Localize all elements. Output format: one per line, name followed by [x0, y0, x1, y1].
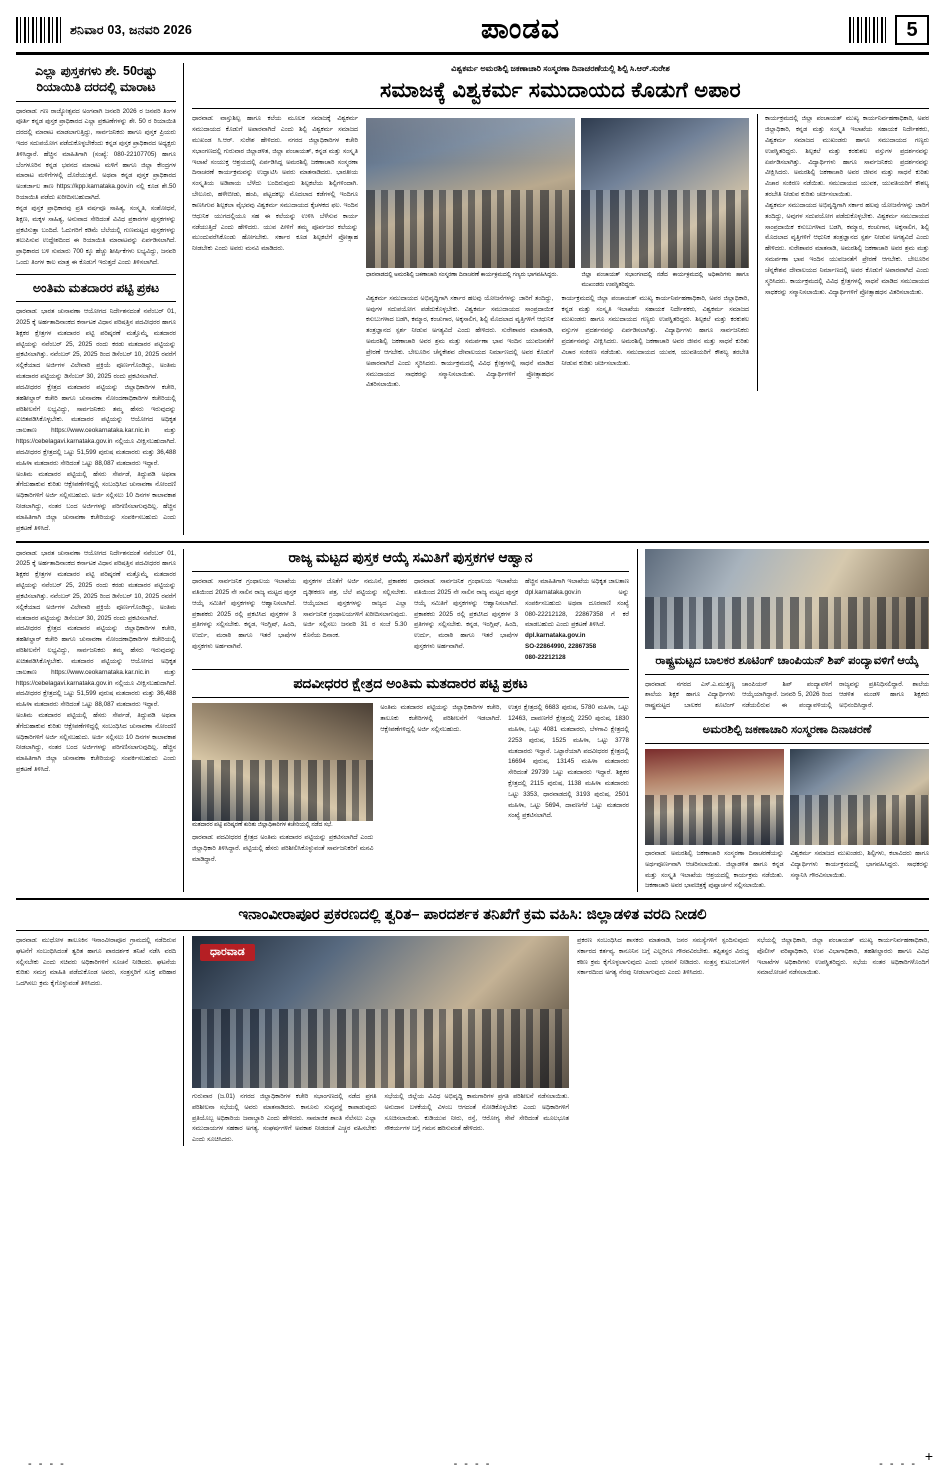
book-contact-phone-2: 080-22212128 [525, 653, 566, 661]
book-text-4: ಹೆಚ್ಚಿನ ಮಾಹಿತಿಗಾಗಿ ಇಲಾಖೆಯ ಅಧಿಕೃತ ಜಾಲತಾಣ dpl.karnataka.gov.in ಅನ್ನು ಸಂಪರ್ಕಿಸಬಹುದು ಅಥವಾ ದೂರವಾಣಿ ಸಂಖ್ಯೆ 080-22212128, 22867358 ಗೆ ಕರೆ ಮಾಡಬಹುದು ಎಂದು ಪ್ರಕಟಣೆ ತಿಳಿಸಿದೆ. [525, 578, 629, 629]
bottom-photo [192, 936, 569, 1088]
middle-left-text-3: ಅಂತಿಮ ಮತದಾರರ ಪಟ್ಟಿಯಲ್ಲಿ ಹೆಸರು ಸೇರ್ಪಡೆ, ತಿದ್ದುಪಡಿ ಅಥವಾ ತೆಗೆದುಹಾಕುವ ಕುರಿತು ಆಕ್ಷೇಪಣೆಗಳಿದ್ದಲ್ಲಿ ಸಂಬಂಧಿಸಿದ ಚುನಾವಣಾ ನೋಂದಣಿ ಅಧಿಕಾರಿಗಳಿಗೆ ಅರ್ಜಿ ಸಲ್ಲಿಸಬಹುದು. ಅರ್ಜಿ ಸಲ್ಲಿಸಲು 10 ದಿನಗಳ ಕಾಲಾವಕಾಶ ನೀಡಲಾಗಿದ್ದು, ನಂತರ ಬಂದ ಅರ್ಜಿಗಳನ್ನು ಪರಿಗಣಿಸಲಾಗುವುದಿಲ್ಲ. ಹೆಚ್ಚಿನ ಮಾಹಿತಿಗಾಗಿ ಜಿಲ್ಲಾ ಚುನಾವಣಾ ಕಚೇರಿಯನ್ನು ಸಂಪರ್ಕಿಸಬಹುದು ಎಂದು ಪ್ರಕಟಣೆ ತಿಳಿಸಿದೆ. [16, 711, 176, 774]
left-body-3: ಧಾರವಾಡ: ಭಾರತ ಚುನಾವಣಾ ಆಯೋಗದ ನಿರ್ದೇಶನದಂತೆ ನವೆಂಬರ್ 01, 2025 ಕ್ಕೆ ಅರ್ಹತಾದಿನಾಂಕದ ಕರ್ನಾಟಕ ವಿಧಾನ ಪರಿಷತ್ತಿನ ಪದವೀಧರರ ಹಾಗೂ ಶಿಕ್ಷಕರ ಕ್ಷೇತ್ರಗಳ ಮತದಾರರ ಪಟ್ಟಿ ಪರಿಷ್ಕರಣೆ ಮತ್ತೊಮ್ಮೆ ಮತದಾರರ ಪಟ್ಟಿಯನ್ನು ನವೆಂಬರ್ 25, 2025 ರಂದು ಕರಡು ಮತದಾರರ ಪಟ್ಟಿಯನ್ನು ಪ್ರಕಟಿಸಲಾಗಿತ್ತು. ನವೆಂಬರ್ 25, 2025 ರಿಂದ ಡಿಸೆಂಬರ್ 10, 2025 ರವರೆಗೆ ಸಲ್ಲಿಕೆಯಾದ ಅರ್ಜಿಗಳ ವಿಲೇವಾರಿ ಪ್ರಕ್ರಿಯೆ ಪೂರ್ಣಗೊಂಡಿದ್ದು, ಅಂತಿಮ ಮತದಾರರ ಪಟ್ಟಿಯನ್ನು ಡಿಸೆಂಬರ್ 30, 2025 ರಂದು ಪ್ರಕಟಿಸಲಾಗಿದೆ. [16, 308, 176, 381]
divider [16, 930, 929, 931]
voter-text-3: ಉತ್ತರ ಕ್ಷೇತ್ರದಲ್ಲಿ 6683 ಪುರುಷ, 5780 ಮಹಿಳಾ, ಒಟ್ಟು 12463, ದಾವಣಗೆರೆ ಕ್ಷೇತ್ರದಲ್ಲಿ 2250 ಪುರುಷ, 1830 ಮಹಿಳಾ, ಒಟ್ಟು 4081 ಮತದಾರರು, ಬೆಳಗಾವಿ ಕ್ಷೇತ್ರದಲ್ಲಿ 2253 ಪುರುಷ, 1525 ಮಹಿಳಾ, ಒಟ್ಟು 3778 ಮತದಾರರು ಇದ್ದಾರೆ. ಒಟ್ಟಾರೆಯಾಗಿ ಪದವೀಧರರ ಕ್ಷೇತ್ರದಲ್ಲಿ 16694 ಪುರುಷ, 13145 ಮಹಿಳಾ ಮತದಾರರು ಸೇರಿದಂತೆ 29739 ಒಟ್ಟು ಮತದಾರರು ಇದ್ದಾರೆ. ಶಿಕ್ಷಕರ ಕ್ಷೇತ್ರದಲ್ಲಿ 2115 ಪುರುಷ, 1138 ಮಹಿಳಾ ಮತದಾರರು ಒಟ್ಟು 3353, ಧಾರವಾಡದಲ್ಲಿ 3193 ಪುರುಷ, 2501 ಮಹಿಳಾ, ಒಟ್ಟು 5694, ದಾವಣಗೆರೆ ಒಟ್ಟು ಮತದಾರರ ಸಂಖ್ಯೆ ಪ್ರಕಟಿಸಲಾಗಿದೆ. [508, 704, 629, 820]
top-section [16, 63, 929, 535]
divider [192, 669, 629, 670]
sculptor-text-2: ವಿಶ್ವಕರ್ಮ ಸಮಾಜದ ಮುಖಂಡರು, ಶಿಲ್ಪಿಗಳು, ಕಲಾವಿದರು ಹಾಗೂ ವಿದ್ಯಾರ್ಥಿಗಳು ಕಾರ್ಯಕ್ರಮದಲ್ಲಿ ಭಾಗವಹಿಸಿದ್ದರು. ಸಾಧಕರನ್ನು ಸನ್ಮಾನಿಸಿ ಗೌರವಿಸಲಾಯಿತು. [790, 849, 929, 879]
lead-text-3: ಕಾರ್ಯಕ್ರಮದಲ್ಲಿ ಜಿಲ್ಲಾ ಪಂಚಾಯತ್ ಮುಖ್ಯ ಕಾರ್ಯನಿರ್ವಹಣಾಧಿಕಾರಿ, ಅಪರ ಜಿಲ್ಲಾಧಿಕಾರಿ, ಕನ್ನಡ ಮತ್ತು ಸಂಸ್ಕೃತಿ ಇಲಾಖೆಯ ಸಹಾಯಕ ನಿರ್ದೇಶಕರು, ವಿಶ್ವಕರ್ಮ ಸಮಾಜದ ಮುಖಂಡರು ಹಾಗೂ ಸಮುದಾಯದ ಗಣ್ಯರು ಉಪಸ್ಥಿತರಿದ್ದರು. ಶಿಲ್ಪಕಲೆ ಮತ್ತು ಕರಕುಶಲ ವಸ್ತುಗಳ ಪ್ರದರ್ಶನವನ್ನು ಏರ್ಪಡಿಸಲಾಗಿತ್ತು. ವಿದ್ಯಾರ್ಥಿಗಳು ಹಾಗೂ ಸಾರ್ವಜನಿಕರು ಪ್ರದರ್ಶನವನ್ನು ವೀಕ್ಷಿಸಿದರು. ಅಮರಶಿಲ್ಪಿ ಜಕಣಾಚಾರಿ ಅವರ ಜೀವನ ಮತ್ತು ಸಾಧನೆ ಕುರಿತು ವಿಚಾರ ಸಂಕಿರಣ ನಡೆಯಿತು. ಸಮುದಾಯದ ಯುವಕ, ಯುವತಿಯರಿಗೆ ಕೌಶಲ್ಯ ತರಬೇತಿ ನೀಡುವ ಕುರಿತು ಚರ್ಚಿಸಲಾಯಿತು. [561, 294, 749, 367]
sculptor-photos [645, 749, 929, 845]
shooting-body: ಧಾರವಾಡ: ನಗರದ ಎಸ್.ಎ.ಮುತ್ತಣ್ಣ ಶಾಲೆಯ ಶಿಕ್ಷಕ ಹಾಗೂ ವಿದ್ಯಾರ್ಥಿಗಳು ರಾಷ್ಟ್ರಮಟ್ಟದ ಬಾಲಕರ ಶೂಟಿಂಗ್ ಚಾಂಪಿಯನ್ ಶಿಪ್ ಪಂದ್ಯಾವಳಿಗೆ ಆಯ್ಕೆಯಾಗಿದ್ದಾರೆ. ಜನವರಿ 5, 2026 ರಿಂದ ನಡೆಯಲಿರುವ ಈ ಪಂದ್ಯಾವಳಿಯಲ್ಲಿ ರಾಜ್ಯವನ್ನು ಪ್ರತಿನಿಧಿಸಲಿದ್ದಾರೆ. ಶಾಲೆಯ ಆಡಳಿತ ಮಂಡಳಿ ಹಾಗೂ ಶಿಕ್ಷಕರು ಅಭಿನಂದಿಸಿದ್ದಾರೆ. [645, 680, 929, 710]
book-text-1: ಧಾರವಾಡ: ಸಾರ್ವಜನಿಕ ಗ್ರಂಥಾಲಯ ಇಲಾಖೆಯ ವತಿಯಿಂದ 2025 ನೇ ಸಾಲಿನ ರಾಜ್ಯ ಮಟ್ಟದ ಪುಸ್ತಕ ಆಯ್ಕೆ ಸಮಿತಿಗೆ ಪುಸ್ತಕಗಳನ್ನು ಆಹ್ವಾನಿಸಲಾಗಿದೆ. ಪ್ರಕಾಶಕರು 2025 ರಲ್ಲಿ ಪ್ರಕಟಿಸಿದ ಪುಸ್ತಕಗಳ 3 ಪ್ರತಿಗಳನ್ನು ಸಲ್ಲಿಸಬೇಕು. ಕನ್ನಡ, ಇಂಗ್ಲಿಷ್, ಹಿಂದಿ, ಉರ್ದು, ಮರಾಠಿ ಹಾಗೂ ಇತರೆ ಭಾಷೆಗಳ ಪುಸ್ತಕಗಳು ಅರ್ಹವಾಗಿವೆ. [192, 578, 296, 651]
divider [192, 697, 629, 698]
sculptor-photo-1 [645, 749, 784, 845]
lead-body-row [192, 114, 929, 391]
middle-left-rail [16, 549, 184, 893]
middle-center [192, 549, 629, 893]
middle-section [16, 549, 929, 893]
footer-mark-center: - - - - [453, 1458, 492, 1470]
left-body-5: ಅಂತಿಮ ಮತದಾರರ ಪಟ್ಟಿಯಲ್ಲಿ ಹೆಸರು ಸೇರ್ಪಡೆ, ತಿದ್ದುಪಡಿ ಅಥವಾ ತೆಗೆದುಹಾಕುವ ಕುರಿತು ಆಕ್ಷೇಪಣೆಗಳಿದ್ದಲ್ಲಿ ಸಂಬಂಧಿಸಿದ ಚುನಾವಣಾ ನೋಂದಣಿ ಅಧಿಕಾರಿಗಳಿಗೆ ಅರ್ಜಿ ಸಲ್ಲಿಸಬಹುದು. ಅರ್ಜಿ ಸಲ್ಲಿಸಲು 10 ದಿನಗಳ ಕಾಲಾವಕಾಶ ನೀಡಲಾಗಿದ್ದು, ನಂತರ ಬಂದ ಅರ್ಜಿಗಳನ್ನು ಪರಿಗಣಿಸಲಾಗುವುದಿಲ್ಲ. ಹೆಚ್ಚಿನ ಮಾಹಿತಿಗಾಗಿ ಜಿಲ್ಲಾ ಚುನಾವಣಾ ಕಚೇರಿಯನ್ನು ಸಂಪರ್ಕಿಸಬಹುದು ಎಂದು ಪ್ರಕಟಣೆ ತಿಳಿಸಿದೆ. [16, 470, 176, 532]
lead-kicker: ವಿಶ್ವಕರ್ಮ ಅಮರಶಿಲ್ಪಿ ಜಕಣಾಚಾರಿ ಸಂಸ್ಮರಣಾ ದಿನಾಚರಣೆಯಲ್ಲಿ ಶಿಲ್ಪಿ ಸಿ.ಆರ್.ಸುರೇಶ [451, 64, 670, 73]
issue-date: ಶನಿವಾರ 03, ಜನವರಿ 2026 [70, 22, 193, 37]
shooting-photo [645, 549, 929, 649]
sculptor-headline: ಅಮರಶಿಲ್ಪಿ ಜಕಣಾಚಾರಿ ಸಂಸ್ಮರಣಾ ದಿನಾಚರಣೆ [702, 723, 872, 736]
page-number: 5 [895, 15, 929, 45]
divider [192, 108, 929, 109]
lead-photo-caption-1: ಧಾರವಾಡದಲ್ಲಿ ಅಮರಶಿಲ್ಪಿ ಜಕಣಾಚಾರಿ ಸಂಸ್ಮರಣಾ ದಿನಾಚರಣೆ ಕಾರ್ಯಕ್ರಮದಲ್ಲಿ ಗಣ್ಯರು ಭಾಗವಹಿಸಿದ್ದರು. [366, 272, 558, 279]
lead-photo-caption-2: ಜಿಲ್ಲಾ ಪಂಚಾಯತ್ ಸಭಾಂಗಣದಲ್ಲಿ ನಡೆದ ಕಾರ್ಯಕ್ರಮದಲ್ಲಿ ಅಧಿಕಾರಿಗಳು ಹಾಗೂ ಮುಖಂಡರು ಉಪಸ್ಥಿತರಿದ್ದರು. [581, 272, 749, 288]
divider [192, 571, 629, 572]
voter-text-1: ಧಾರವಾಡ: ಪದವೀಧರರ ಕ್ಷೇತ್ರದ ಅಂತಿಮ ಮತದಾರರ ಪಟ್ಟಿಯನ್ನು ಪ್ರಕಟಿಸಲಾಗಿದೆ ಎಂದು ಜಿಲ್ಲಾಧಿಕಾರಿ ತಿಳಿಸಿದ್ದಾರೆ. ಪಟ್ಟಿಯಲ್ಲಿ ಹೆಸರು ಪರಿಶೀಲಿಸಿಕೊಳ್ಳುವಂತೆ ಸಾರ್ವಜನಿಕರಿಗೆ ಮನವಿ ಮಾಡಿದ್ದಾರೆ. [192, 834, 374, 864]
sculptor-text-1: ಧಾರವಾಡ: ಅಮರಶಿಲ್ಪಿ ಜಕಣಾಚಾರಿ ಸಂಸ್ಮರಣಾ ದಿನಾಚರಣೆಯನ್ನು ಅರ್ಥಪೂರ್ಣವಾಗಿ ಆಚರಿಸಲಾಯಿತು. ಜಿಲ್ಲಾಡಳಿತ ಹಾಗೂ ಕನ್ನಡ ಮತ್ತು ಸಂಸ್ಕೃತಿ ಇಲಾಖೆಯ ಆಶ್ರಯದಲ್ಲಿ ಕಾರ್ಯಕ್ರಮ ನಡೆಯಿತು. ಜಕಣಾಚಾರಿ ಅವರ ಭಾವಚಿತ್ರಕ್ಕೆ ಪುಷ್ಪಾರ್ಚನೆ ಸಲ್ಲಿಸಲಾಯಿತು. [645, 849, 784, 890]
shooting-headline: ರಾಷ್ಟ್ರಮಟ್ಟದ ಬಾಲಕರ ಶೂಟಿಂಗ್ ಚಾಂಪಿಯನ್ ಶಿಪ್ ಪಂದ್ಯಾವಳಿಗೆ ಆಯ್ಕೆ [655, 654, 919, 667]
middle-right-rail [637, 549, 929, 893]
lead-photo-block [366, 114, 749, 391]
section-divider-2 [16, 898, 929, 900]
lead-text-4: ಕಾರ್ಯಕ್ರಮದಲ್ಲಿ ಜಿಲ್ಲಾ ಪಂಚಾಯತ್ ಮುಖ್ಯ ಕಾರ್ಯನಿರ್ವಹಣಾಧಿಕಾರಿ, ಅಪರ ಜಿಲ್ಲಾಧಿಕಾರಿ, ಕನ್ನಡ ಮತ್ತು ಸಂಸ್ಕೃತಿ ಇಲಾಖೆಯ ಸಹಾಯಕ ನಿರ್ದೇಶಕರು, ವಿಶ್ವಕರ್ಮ ಸಮಾಜದ ಮುಖಂಡರು ಹಾಗೂ ಸಮುದಾಯದ ಗಣ್ಯರು ಉಪಸ್ಥಿತರಿದ್ದರು. ಶಿಲ್ಪಕಲೆ ಮತ್ತು ಕರಕುಶಲ ವಸ್ತುಗಳ ಪ್ರದರ್ಶನವನ್ನು ಏರ್ಪಡಿಸಲಾಗಿತ್ತು. ವಿದ್ಯಾರ್ಥಿಗಳು ಹಾಗೂ ಸಾರ್ವಜನಿಕರು ಪ್ರದರ್ಶನವನ್ನು ವೀಕ್ಷಿಸಿದರು. ಅಮರಶಿಲ್ಪಿ ಜಕಣಾಚಾರಿ ಅವರ ಜೀವನ ಮತ್ತು ಸಾಧನೆ ಕುರಿತು ವಿಚಾರ ಸಂಕಿರಣ ನಡೆಯಿತು. ಸಮುದಾಯದ ಯುವಕ, ಯುವತಿಯರಿಗೆ ಕೌಶಲ್ಯ ತರಬೇತಿ ನೀಡುವ ಕುರಿತು ಚರ್ಚಿಸಲಾಯಿತು. [765, 115, 929, 199]
lead-photo-main [366, 118, 575, 268]
left-body-4: ಪದವೀಧರರ ಕ್ಷೇತ್ರದ ಮತದಾರರ ಪಟ್ಟಿಯನ್ನು ಜಿಲ್ಲಾಧಿಕಾರಿಗಳ ಕಚೇರಿ, ತಹಶೀಲ್ದಾರ್ ಕಚೇರಿ ಹಾಗೂ ಚುನಾವಣಾ ನೋಂದಣಾಧಿಕಾರಿಗಳ ಕಚೇರಿಯಲ್ಲಿ ಪರಿಶೀಲನೆಗೆ ಲಭ್ಯವಿದ್ದು, ಸಾರ್ವಜನಿಕರು ತಮ್ಮ ಹೆಸರು ಇರುವುದನ್ನು ಖಚಿತಪಡಿಸಿಕೊಳ್ಳಬೇಕು. ಮತದಾರರ ಪಟ್ಟಿಯನ್ನು ಆಯೋಗದ ಅಧಿಕೃತ ಜಾಲತಾಣ https://www.ceokarnataka.kar.nic.in ಮತ್ತು https://cebelagavi.karnataka.gov.in ನಲ್ಲಿಯೂ ವೀಕ್ಷಿಸಬಹುದಾಗಿದೆ. ಪದವೀಧರರ ಕ್ಷೇತ್ರದಲ್ಲಿ ಒಟ್ಟು 51,599 ಪುರುಷ ಮತದಾರರು ಮತ್ತು 36,488 ಮಹಿಳಾ ಮತದಾರರು ಸೇರಿದಂತೆ ಒಟ್ಟು 88,087 ಮತದಾರರು ಇದ್ದಾರೆ. [16, 383, 176, 467]
bottom-text-5: ಸಭೆಯಲ್ಲಿ ಜಿಲ್ಲಾಧಿಕಾರಿ, ಜಿಲ್ಲಾ ಪಂಚಾಯತ್ ಮುಖ್ಯ ಕಾರ್ಯನಿರ್ವಹಣಾಧಿಕಾರಿ, ಪೊಲೀಸ್ ವರಿಷ್ಠಾಧಿಕಾರಿ, ಉಪ ವಿಭಾಗಾಧಿಕಾರಿ, ತಹಶೀಲ್ದಾರರು ಹಾಗೂ ವಿವಿಧ ಇಲಾಖೆಗಳ ಅಧಿಕಾರಿಗಳು ಉಪಸ್ಥಿತರಿದ್ದರು. ಸಭೆಯ ನಂತರ ಅಧಿಕಾರಿಗಳೊಂದಿಗೆ ಸಮಾಲೋಚನೆ ನಡೆಸಲಾಯಿತು. [757, 936, 929, 977]
book-text-2: ಪುಸ್ತಕಗಳ ಜೊತೆಗೆ ಅರ್ಜಿ ನಮೂನೆ, ಪ್ರಕಾಶಕರ ದೃಢೀಕರಣ ಪತ್ರ, ಬೆಲೆ ಪಟ್ಟಿಯನ್ನು ಸಲ್ಲಿಸಬೇಕು. ಆಯ್ಕೆಯಾದ ಪುಸ್ತಕಗಳನ್ನು ರಾಜ್ಯದ ಎಲ್ಲಾ ಸಾರ್ವಜನಿಕ ಗ್ರಂಥಾಲಯಗಳಿಗೆ ಖರೀದಿಸಲಾಗುವುದು. ಅರ್ಜಿ ಸಲ್ಲಿಸಲು ಜನವರಿ 31 ರ ಸಂಜೆ 5.30 ಕೊನೆಯ ದಿನಾಂಕ. [303, 578, 407, 640]
bottom-text-3: ಸಭೆಯಲ್ಲಿ ಜಿಲ್ಲೆಯ ವಿವಿಧ ಅಭಿವೃದ್ಧಿ ಕಾಮಗಾರಿಗಳ ಪ್ರಗತಿ ಪರಿಶೀಲನೆ ನಡೆಸಲಾಯಿತು. ಅನುದಾನ ಬಳಕೆಯಲ್ಲಿ ವಿಳಂಬ ಆಗದಂತೆ ನೋಡಿಕೊಳ್ಳಬೇಕು ಎಂದು ಅಧಿಕಾರಿಗಳಿಗೆ ಸೂಚಿಸಲಾಯಿತು. ಕುಡಿಯುವ ನೀರು, ರಸ್ತೆ, ಆರೋಗ್ಯ ಸೇವೆ ಸೇರಿದಂತೆ ಮೂಲಭೂತ ಸೌಕರ್ಯಗಳ ಬಗ್ಗೆ ಗಮನ ಹರಿಸುವಂತೆ ಹೇಳಿದರು. [384, 1092, 569, 1133]
bottom-photo-block [192, 936, 569, 1146]
divider [16, 101, 176, 102]
divider [645, 743, 929, 744]
paper-title: ಪಾಂಡವ [480, 14, 561, 45]
voter-photo-caption: ಮತದಾರರ ಪಟ್ಟಿ ಪರಿಷ್ಕರಣೆ ಕುರಿತು ಜಿಲ್ಲಾಧಿಕಾರಿಗಳ ಕಚೇರಿಯಲ್ಲಿ ನಡೆದ ಸಭೆ. [192, 822, 333, 829]
book-story-headline: ರಾಜ್ಯ ಮಟ್ಟದ ಪುಸ್ತಕ ಆಯ್ಕೆ ಸಮಿತಿಗೆ ಪುಸ್ತಕಗಳ ಆಹ್ವಾನ [288, 548, 533, 565]
crop-plus-icon: + [924, 1448, 933, 1464]
sculptor-body [645, 849, 929, 892]
bottom-text-2: ಗುರುವಾರ (ಜ.01) ನಗರದ ಜಿಲ್ಲಾಧಿಕಾರಿಗಳ ಕಚೇರಿ ಸಭಾಂಗಣದಲ್ಲಿ ನಡೆದ ಪ್ರಗತಿ ಪರಿಶೀಲನಾ ಸಭೆಯಲ್ಲಿ ಅವರು ಮಾತನಾಡಿದರು. ಕಾನೂನು ಸುವ್ಯವಸ್ಥೆ ಕಾಪಾಡುವುದು ಪ್ರತಿಯೊಬ್ಬ ಅಧಿಕಾರಿಯ ಜವಾಬ್ದಾರಿ ಎಂದು ಹೇಳಿದರು. ಸಾಮಾಜಿಕ ಶಾಂತಿ ನೆಲೆಸಲು ಎಲ್ಲಾ ಸಮುದಾಯಗಳ ಸಹಕಾರ ಅಗತ್ಯ. ಸಂಘರ್ಷಗಳಿಗೆ ಅವಕಾಶ ನೀಡದಂತೆ ಎಚ್ಚರ ವಹಿಸಬೇಕು ಎಂದು ಸೂಚಿಸಿದರು. [192, 1092, 377, 1144]
left-body-2: ಕನ್ನಡ ಪುಸ್ತಕ ಪ್ರಾಧಿಕಾರವು ಪ್ರತಿ ವರ್ಷವೂ ಸಾಹಿತ್ಯ, ಸಂಸ್ಕೃತಿ, ಸಂಶೋಧನೆ, ಶಿಕ್ಷಣ, ಮಕ್ಕಳ ಸಾಹಿತ್ಯ, ಅನುವಾದ ಸೇರಿದಂತೆ ವಿವಿಧ ಪ್ರಕಾರಗಳ ಪುಸ್ತಕಗಳನ್ನು ಪ್ರಕಟಿಸುತ್ತಾ ಬಂದಿದೆ. ಓದುಗರಿಗೆ ಕಡಿಮೆ ಬೆಲೆಯಲ್ಲಿ ಗುಣಮಟ್ಟದ ಪುಸ್ತಕಗಳನ್ನು ತಲುಪಿಸುವ ಉದ್ದೇಶದಿಂದ ಈ ರಿಯಾಯಿತಿ ಮಾರಾಟವನ್ನು ಏರ್ಪಡಿಸಲಾಗಿದೆ. ಪ್ರಾಧಿಕಾರದ ಬಳಿ ಸುಮಾರು 700 ಕ್ಕೂ ಹೆಚ್ಚು ಶೀರ್ಷಿಕೆಗಳು ಲಭ್ಯವಿದ್ದು, ಜನವರಿ ಒಂದು ತಿಂಗಳ ಕಾಲ ಮಾತ್ರ ಈ ಕೊಡುಗೆ ಇರುತ್ತದೆ ಎಂದು ತಿಳಿಸಲಾಗಿದೆ. [16, 204, 176, 267]
bottom-text-4: ಪ್ರಕರಣ ಸಂಬಂಧಿಸಿದ ಶಾಸಕರು ಮಾತನಾಡಿ, ಜನರ ಸಮಸ್ಯೆಗಳಿಗೆ ಸ್ಪಂದಿಸುವುದು ಸರ್ಕಾರದ ಕರ್ತವ್ಯ. ಕಾನೂನಿನ ಬಗ್ಗೆ ಎಲ್ಲರಿಗೂ ಗೌರವವಿರಬೇಕು. ತಪ್ಪಿತಸ್ಥರ ವಿರುದ್ಧ ಕಠಿಣ ಕ್ರಮ ಕೈಗೊಳ್ಳಲಾಗುವುದು ಎಂದು ಭರವಸೆ ನೀಡಿದರು. ಸಂತ್ರಸ್ತ ಕುಟುಂಬಗಳಿಗೆ ಸರ್ಕಾರದಿಂದ ಅಗತ್ಯ ನೆರವು ನೀಡಲಾಗುವುದು ಎಂದು ತಿಳಿಸಿದರು. [577, 936, 749, 977]
bottom-text-1: ಧಾರವಾಡ: ಮುಧೋಳ ತಾಲೂಕಿನ ಇನಾಂವೀರಾಪೂರ ಗ್ರಾಮದಲ್ಲಿ ನಡೆದಿರುವ ಘಟನೆಗೆ ಸಂಬಂಧಿಸಿದಂತೆ ತ್ವರಿತ ಹಾಗೂ ಪಾರದರ್ಶಕ ತನಿಖೆ ನಡೆಸಿ ವರದಿ ಸಲ್ಲಿಸಬೇಕು ಎಂದು ಸಚಿವರು ಅಧಿಕಾರಿಗಳಿಗೆ ಸೂಚನೆ ನೀಡಿದರು. ಘಟನೆಯ ಕುರಿತು ಸಮಗ್ರ ಮಾಹಿತಿ ಪಡೆದುಕೊಂಡ ಅವರು, ಸಂತ್ರಸ್ತರಿಗೆ ಸೂಕ್ತ ಪರಿಹಾರ ಒದಗಿಸಲು ಕ್ರಮ ಕೈಗೊಳ್ಳುವಂತೆ ತಿಳಿಸಿದರು. [16, 936, 184, 1146]
bottom-body [16, 936, 929, 1146]
bottom-section [16, 906, 929, 1146]
masthead [16, 14, 929, 55]
footer-mark-left: - - - - [28, 1458, 66, 1470]
divider [16, 301, 176, 302]
lead-col-right [757, 114, 929, 391]
divider [16, 274, 176, 275]
divider [645, 674, 929, 675]
lead-text-2: ವಿಶ್ವಕರ್ಮ ಸಮುದಾಯದ ಅಭಿವೃದ್ಧಿಗಾಗಿ ಸರ್ಕಾರ ಹಲವು ಯೋಜನೆಗಳನ್ನು ಜಾರಿಗೆ ತಂದಿದ್ದು, ಅವುಗಳ ಸದುಪಯೋಗ ಪಡೆದುಕೊಳ್ಳಬೇಕು. ವಿಶ್ವಕರ್ಮ ಸಮುದಾಯದ ಸಾಂಪ್ರದಾಯಿಕ ಕಸುಬುಗಳಾದ ಬಡಗಿ, ಕಮ್ಮಾರ, ಕಂಚುಗಾರ, ಅಕ್ಕಸಾಲಿಗ, ಶಿಲ್ಪಿ ಮೊದಲಾದ ವೃತ್ತಿಗಳಿಗೆ ಆಧುನಿಕ ತಂತ್ರಜ್ಞಾನದ ಸ್ಪರ್ಶ ನೀಡುವ ಅಗತ್ಯವಿದೆ ಎಂದು ಹೇಳಿದರು. ಸುರೇಶಾವರ ಮಾತನಾಡಿ, ಅಮರಶಿಲ್ಪಿ ಜಕಣಾಚಾರಿ ಅವರ ಶ್ರಮ ಮತ್ತು ಸಮರ್ಪಣಾ ಭಾವ ಇಂದಿನ ಯುವಜನತೆಗೆ ಪ್ರೇರಣೆ ಆಗಬೇಕು. ಬೇಲೂರಿನ ಚೆನ್ನಕೇಶವ ದೇವಾಲಯದ ನಿರ್ಮಾಣದಲ್ಲಿ ಅವರ ಕೊಡುಗೆ ಅಪಾರವಾಗಿದೆ ಎಂದು ಸ್ಮರಿಸಿದರು. ಕಾರ್ಯಕ್ರಮದಲ್ಲಿ ವಿವಿಧ ಕ್ಷೇತ್ರಗಳಲ್ಲಿ ಸಾಧನೆ ಮಾಡಿದ ಸಮುದಾಯದ ಸಾಧಕರನ್ನು ಸನ್ಮಾನಿಸಲಾಯಿತು. ವಿದ್ಯಾರ್ಥಿಗಳಿಗೆ ಪ್ರೋತ್ಸಾಹಧನ ವಿತರಿಸಲಾಯಿತು. [366, 294, 554, 389]
divider [645, 717, 929, 718]
barcode-icon [16, 17, 62, 43]
lead-text-1: ಧಾರವಾಡ: ವಾಸ್ತುಶಿಲ್ಪ ಹಾಗೂ ಕಲೆಯ ಮೂಲಕ ಸಮಾಜಕ್ಕೆ ವಿಶ್ವಕರ್ಮ ಸಮುದಾಯದ ಕೊಡುಗೆ ಅಪಾರವಾಗಿದೆ ಎಂದು ಶಿಲ್ಪಿ ವಿಶ್ವಕರ್ಮ ಸಮಾಜದ ಮುಖಂಡ ಸಿ.ಆರ್. ಸುರೇಶ ಹೇಳಿದರು. ನಗರದ ಜಿಲ್ಲಾಧಿಕಾರಿಗಳ ಕಚೇರಿ ಸಭಾಂಗಣದಲ್ಲಿ ಗುರುವಾರ ಜಿಲ್ಲಾಡಳಿತ, ಜಿಲ್ಲಾ ಪಂಚಾಯತ್, ಕನ್ನಡ ಮತ್ತು ಸಂಸ್ಕೃತಿ ಇಲಾಖೆ ಸಂಯುಕ್ತ ಆಶ್ರಯದಲ್ಲಿ ಏರ್ಪಡಿಸಿದ್ದ ಅಮರಶಿಲ್ಪಿ ಜಕಣಾಚಾರಿ ಸಂಸ್ಮರಣಾ ದಿನಾಚರಣೆ ಕಾರ್ಯಕ್ರಮವನ್ನು ಉದ್ಘಾಟಿಸಿ ಅವರು ಮಾತನಾಡಿದರು. ಭಾರತೀಯ ಸಂಸ್ಕೃತಿಯ ಅಡಿಪಾಯ ಬೆಳೆದು ಬಂದಿರುವುದು ಶಿಲ್ಪಕಲೆಯ ಶಿಲ್ಪಿಗಳಿಂದಾಗಿ. ಬೇಲೂರು, ಹಳೇಬೀಡು, ಹಂಪಿ, ಪಟ್ಟದಕಲ್ಲು ಮೊದಲಾದ ಕಡೆಗಳಲ್ಲಿ ಇಂದಿಗೂ ಕಾಣಸಿಗುವ ಶಿಲ್ಪಕಲಾ ವೈಭವವು ವಿಶ್ವಕರ್ಮ ಸಮುದಾಯದ ಕೈಚಳಕದ ಫಲ. ಇಂದಿನ ಆಧುನಿಕ ಯುಗದಲ್ಲಿಯೂ ಸಹ ಈ ಕಲೆಯನ್ನು ಉಳಿಸಿ ಬೆಳೆಸುವ ಕಾರ್ಯ ನಡೆಯುತ್ತಿದೆ ಎಂದು ಹೇಳಿದರು. ಯುವ ಪೀಳಿಗೆ ತಮ್ಮ ಪೂರ್ವಜರ ಕಲೆಯನ್ನು ಮುಂದುವರೆಸಿಕೊಂಡು ಹೋಗಬೇಕು. ಸರ್ಕಾರ ಕೂಡ ಶಿಲ್ಪಕಲೆಗೆ ಪ್ರೋತ್ಸಾಹ ನೀಡಬೇಕು ಎಂದು ಅವರು ಮನವಿ ಮಾಡಿದರು. [192, 115, 358, 253]
middle-left-text-1: ಧಾರವಾಡ: ಭಾರತ ಚುನಾವಣಾ ಆಯೋಗದ ನಿರ್ದೇಶನದಂತೆ ನವೆಂಬರ್ 01, 2025 ಕ್ಕೆ ಅರ್ಹತಾದಿನಾಂಕದ ಕರ್ನಾಟಕ ವಿಧಾನ ಪರಿಷತ್ತಿನ ಪದವೀಧರರ ಹಾಗೂ ಶಿಕ್ಷಕರ ಕ್ಷೇತ್ರಗಳ ಮತದಾರರ ಪಟ್ಟಿ ಪರಿಷ್ಕರಣೆ ಮತ್ತೊಮ್ಮೆ ಮತದಾರರ ಪಟ್ಟಿಯನ್ನು ನವೆಂಬರ್ 25, 2025 ರಂದು ಕರಡು ಮತದಾರರ ಪಟ್ಟಿಯನ್ನು ಪ್ರಕಟಿಸಲಾಗಿತ್ತು. ನವೆಂಬರ್ 25, 2025 ರಿಂದ ಡಿಸೆಂಬರ್ 10, 2025 ರವರೆಗೆ ಸಲ್ಲಿಕೆಯಾದ ಅರ್ಜಿಗಳ ವಿಲೇವಾರಿ ಪ್ರಕ್ರಿಯೆ ಪೂರ್ಣಗೊಂಡಿದ್ದು, ಅಂತಿಮ ಮತದಾರರ ಪಟ್ಟಿಯನ್ನು ಡಿಸೆಂಬರ್ 30, 2025 ರಂದು ಪ್ರಕಟಿಸಲಾಗಿದೆ. [16, 549, 176, 622]
photo-location-tag: ಧಾರವಾಡ [200, 944, 255, 961]
voter-story-headline: ಪದವೀಧರರ ಕ್ಷೇತ್ರದ ಅಂತಿಮ ಮತದಾರರ ಪಟ್ಟಿ ಪ್ರಕಟ [293, 674, 528, 691]
sculptor-photo-2 [790, 749, 929, 845]
book-story-body [192, 577, 629, 664]
masthead-right [849, 15, 929, 45]
book-text-3: ಧಾರವಾಡ: ಸಾರ್ವಜನಿಕ ಗ್ರಂಥಾಲಯ ಇಲಾಖೆಯ ವತಿಯಿಂದ 2025 ನೇ ಸಾಲಿನ ರಾಜ್ಯ ಮಟ್ಟದ ಪುಸ್ತಕ ಆಯ್ಕೆ ಸಮಿತಿಗೆ ಪುಸ್ತಕಗಳನ್ನು ಆಹ್ವಾನಿಸಲಾಗಿದೆ. ಪ್ರಕಾಶಕರು 2025 ರಲ್ಲಿ ಪ್ರಕಟಿಸಿದ ಪುಸ್ತಕಗಳ 3 ಪ್ರತಿಗಳನ್ನು ಸಲ್ಲಿಸಬೇಕು. ಕನ್ನಡ, ಇಂಗ್ಲಿಷ್, ಹಿಂದಿ, ಉರ್ದು, ಮರಾಠಿ ಹಾಗೂ ಇತರೆ ಭಾಷೆಗಳ ಪುಸ್ತಕಗಳು ಅರ್ಹವಾಗಿವೆ. [414, 578, 518, 651]
lead-text-5: ವಿಶ್ವಕರ್ಮ ಸಮುದಾಯದ ಅಭಿವೃದ್ಧಿಗಾಗಿ ಸರ್ಕಾರ ಹಲವು ಯೋಜನೆಗಳನ್ನು ಜಾರಿಗೆ ತಂದಿದ್ದು, ಅವುಗಳ ಸದುಪಯೋಗ ಪಡೆದುಕೊಳ್ಳಬೇಕು. ವಿಶ್ವಕರ್ಮ ಸಮುದಾಯದ ಸಾಂಪ್ರದಾಯಿಕ ಕಸುಬುಗಳಾದ ಬಡಗಿ, ಕಮ್ಮಾರ, ಕಂಚುಗಾರ, ಅಕ್ಕಸಾಲಿಗ, ಶಿಲ್ಪಿ ಮೊದಲಾದ ವೃತ್ತಿಗಳಿಗೆ ಆಧುನಿಕ ತಂತ್ರಜ್ಞಾನದ ಸ್ಪರ್ಶ ನೀಡುವ ಅಗತ್ಯವಿದೆ ಎಂದು ಹೇಳಿದರು. ಸುರೇಶಾವರ ಮಾತನಾಡಿ, ಅಮರಶಿಲ್ಪಿ ಜಕಣಾಚಾರಿ ಅವರ ಶ್ರಮ ಮತ್ತು ಸಮರ್ಪಣಾ ಭಾವ ಇಂದಿನ ಯುವಜನತೆಗೆ ಪ್ರೇರಣೆ ಆಗಬೇಕು. ಬೇಲೂರಿನ ಚೆನ್ನಕೇಶವ ದೇವಾಲಯದ ನಿರ್ಮಾಣದಲ್ಲಿ ಅವರ ಕೊಡುಗೆ ಅಪಾರವಾಗಿದೆ ಎಂದು ಸ್ಮರಿಸಿದರು. ಕಾರ್ಯಕ್ರಮದಲ್ಲಿ ವಿವಿಧ ಕ್ಷೇತ್ರಗಳಲ್ಲಿ ಸಾಧನೆ ಮಾಡಿದ ಸಮುದಾಯದ ಸಾಧಕರನ್ನು ಸನ್ಮಾನಿಸಲಾಯಿತು. ವಿದ್ಯಾರ್ಥಿಗಳಿಗೆ ಪ್ರೋತ್ಸಾಹಧನ ವಿತರಿಸಲಾಯಿತು. [765, 201, 929, 296]
left-headline-2: ಅಂತಿಮ ಮತದಾರರ ಪಟ್ಟಿ ಪ್ರಕಟ [32, 280, 160, 295]
voter-text-2: ಅಂತಿಮ ಮತದಾರರ ಪಟ್ಟಿಯನ್ನು ಜಿಲ್ಲಾಧಿಕಾರಿಗಳ ಕಚೇರಿ, ತಾಲೂಕು ಕಚೇರಿಗಳಲ್ಲಿ ಪರಿಶೀಲನೆಗೆ ಇಡಲಾಗಿದೆ. ಆಕ್ಷೇಪಣೆಗಳಿದ್ದಲ್ಲಿ ಅರ್ಜಿ ಸಲ್ಲಿಸಬಹುದು. [380, 704, 502, 733]
left-rail [16, 63, 184, 535]
voter-photo [192, 703, 373, 821]
footer-marks [0, 1458, 945, 1470]
voter-story-body [192, 703, 629, 866]
bottom-headline: ಇನಾಂವೀರಾಪೂರ ಪ್ರಕರಣದಲ್ಲಿ ತ್ವರಿತ– ಪಾರದರ್ಶಕ ತನಿಖೆಗೆ ಕ್ರಮ ವಹಿಸಿ: ಜಿಲ್ಲಾಡಳಿತ ವರದಿ ನೀಡಲಿ [238, 906, 707, 924]
lead-col-1 [192, 114, 358, 391]
book-contact-phone-1: SO-22864990, 22867358 [525, 643, 597, 651]
middle-left-text-2: ಪದವೀಧರರ ಕ್ಷೇತ್ರದ ಮತದಾರರ ಪಟ್ಟಿಯನ್ನು ಜಿಲ್ಲಾಧಿಕಾರಿಗಳ ಕಚೇರಿ, ತಹಶೀಲ್ದಾರ್ ಕಚೇರಿ ಹಾಗೂ ಚುನಾವಣಾ ನೋಂದಣಾಧಿಕಾರಿಗಳ ಕಚೇರಿಯಲ್ಲಿ ಪರಿಶೀಲನೆಗೆ ಲಭ್ಯವಿದ್ದು, ಸಾರ್ವಜನಿಕರು ತಮ್ಮ ಹೆಸರು ಇರುವುದನ್ನು ಖಚಿತಪಡಿಸಿಕೊಳ್ಳಬೇಕು. ಮತದಾರರ ಪಟ್ಟಿಯನ್ನು ಆಯೋಗದ ಅಧಿಕೃತ ಜಾಲತಾಣ https://www.ceokarnataka.kar.nic.in ಮತ್ತು https://cebelagavi.karnataka.gov.in ನಲ್ಲಿಯೂ ವೀಕ್ಷಿಸಬಹುದಾಗಿದೆ. ಪದವೀಧರರ ಕ್ಷೇತ್ರದಲ್ಲಿ ಒಟ್ಟು 51,599 ಪುರುಷ ಮತದಾರರು ಮತ್ತು 36,488 ಮಹಿಳಾ ಮತದಾರರು ಸೇರಿದಂತೆ ಒಟ್ಟು 88,087 ಮತದಾರರು ಇದ್ದಾರೆ. [16, 625, 176, 709]
left-body-1: ಧಾರವಾಡ: ಗಣ ರಾಜ್ಯೋತ್ಸವದ ಅಂಗವಾಗಿ ಜನವರಿ 2026 ರ ಜನವರಿ ತಿಂಗಳ ಪೂರ್ತಿ ಕನ್ನಡ ಪುಸ್ತಕ ಪ್ರಾಧಿಕಾರದ ಎಲ್ಲಾ ಪ್ರಕಟಣೆಗಳನ್ನು ಶೇ. 50 ರ ರಿಯಾಯಿತಿ ದರದಲ್ಲಿ ಮಾರಾಟ ಮಾಡಲಾಗುತ್ತಿದ್ದು, ಸಾರ್ವಜನಿಕರು ಹಾಗೂ ಪುಸ್ತಕ ಪ್ರಿಯರು ಇದರ ಸದುಪಯೋಗ ಪಡೆದುಕೊಳ್ಳಬೇಕೆಂದು ಕನ್ನಡ ಪುಸ್ತಕ ಪ್ರಾಧಿಕಾರದ ಅಧ್ಯಕ್ಷರು ತಿಳಿಸಿದ್ದಾರೆ. ಹೆಚ್ಚಿನ ಮಾಹಿತಿಗಾಗಿ (ಸಂಖ್ಯೆ: 080-22107705) ಹಾಗೂ ಬೆಂಗಳೂರಿನ ಕನ್ನಡ ಭವನದ ಮಾರಾಟ ಮಳಿಗೆ ಹಾಗೂ ಜಿಲ್ಲಾ ಕೇಂದ್ರಗಳ ಮಾರಾಟ ಮಳಿಗೆಗಳಲ್ಲಿ ದೊರೆಯುತ್ತವೆ. ಅಥವಾ ಕನ್ನಡ ಪುಸ್ತಕ ಪ್ರಾಧಿಕಾರದ ಅಂತರ್ಜಾಲ ತಾಣ https://kpp.karnataka.gov.in ನಲ್ಲಿ ಕೂಡ ಶೇ.50 ರಿಯಾಯಿತಿ ಪಡೆದು ಖರೀದಿಸಬಹುದಾಗಿದೆ. [16, 107, 176, 202]
lead-headline: ಸಮಾಜಕ್ಕೆ ವಿಶ್ವಕರ್ಮ ಸಮುದಾಯದ ಕೊಡುಗೆ ಅಪಾರ [380, 79, 741, 103]
left-headline-1: ಎಲ್ಲಾ ಪುಸ್ತಕಗಳು ಶೇ. 50ರಷ್ಟು ರಿಯಾಯಿತಿ ದರದಲ್ಲಿ ಮಾರಾಟ [35, 64, 157, 95]
book-contact-web: dpl.karnataka.gov.in [525, 632, 586, 640]
masthead-left [16, 17, 192, 43]
barcode-right-icon [849, 17, 889, 43]
voter-photo-block [192, 703, 373, 866]
lead-photo-secondary [581, 118, 749, 268]
main-content [192, 63, 929, 535]
section-divider [16, 541, 929, 543]
footer-mark-right: - - - - [879, 1458, 917, 1470]
